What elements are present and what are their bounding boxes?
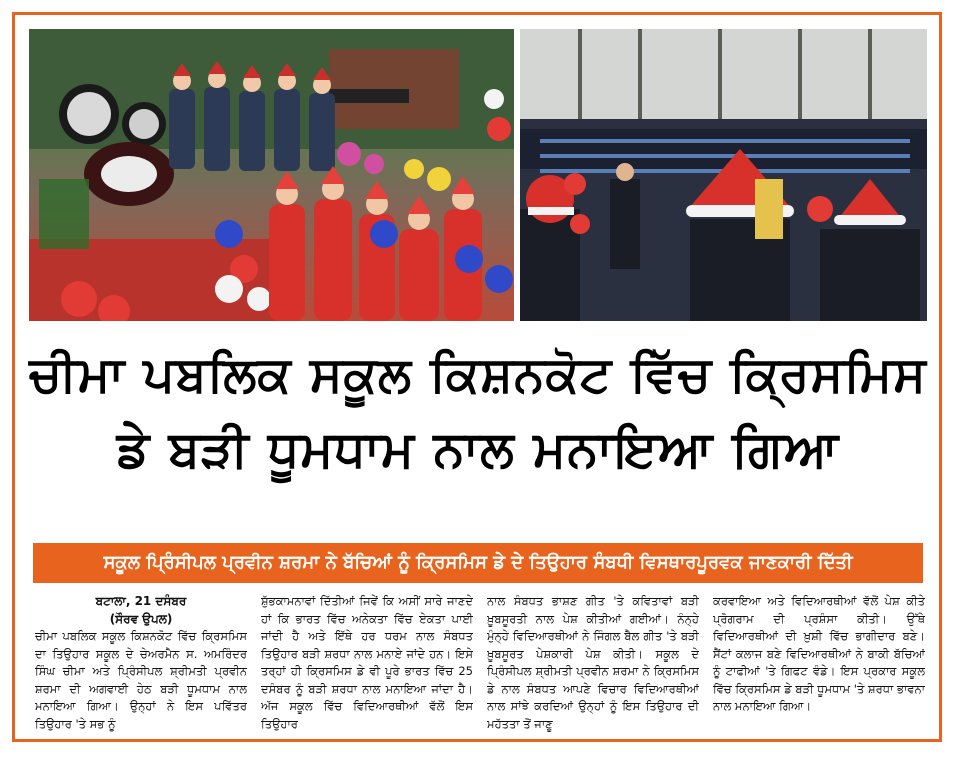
article-text-col-4: ਕਰਵਾਇਆ ਅਤੇ ਵਿਦਿਆਰਥੀਆਂ ਵੱਲੋਂ ਪੇਸ਼ ਕੀਤੇ ਪ੍ਰੋਗਰਾਮ ਦੀ ਪ੍ਰਸ਼ੰਸਾ ਕੀਤੀ। ਉੱਥੇ ਵਿਦਿਆਰਥੀਆਂ ਦੀ ਖ਼ੁਸ਼ੀ ਵਿੱਚ ਭਾਗੀਦਾਰ ਬਣੇ। ਸੈਂਟਾਂ ਕਲਾਜ ਬਣੇ ਵਿਦਿਆਰਥੀਆਂ ਨੇ ਬਾਕੀ ਬੱਚਿਆਂ ਨੂੰ ਟਾਫੀਆਂ 'ਤੇ ਗਿਫਟ ਵੰਡੇ। ਇਸ ਪ੍ਰਕਾਰ ਸਕੂਲ ਵਿੱਚ ਕ੍ਰਿਸਮਿਸ ਡੇ ਬੜੀ ਧੂਮਧਾਮ 'ਤੇ ਸ਼ਰਧਾ ਭਾਵਨਾ ਨਾਲ ਮਨਾਇਆ ਗਿਆ। xyxy=(713,594,925,713)
photo-school-assembly xyxy=(520,29,927,321)
article-body xyxy=(35,593,925,738)
article-text-col-3: ਨਾਲ ਸੰਬਧਤ ਭਾਸ਼ਣ ਗੀਤ 'ਤੇ ਕਵਿਤਾਵਾਂ ਬੜੀ ਖ਼ੂਬਸੂਰਤੀ ਨਾਲ ਪੇਸ਼ ਕੀਤੀਆਂ ਗਈਆਂ। ਨੰਨ੍ਹੇ ਮੁੰਨ੍ਹੇ ਵਿਦਿਆਰਥੀਆਂ ਨੇ ਜਿੰਗਲ ਬੈਲ ਗੀਤ 'ਤੇ ਬੜੀ ਖ਼ੂਬਸੂਰਤ ਪੇਸ਼ਕਾਰੀ ਪੇਸ਼ ਕੀਤੀ। ਸਕੂਲ ਦੇ ਪ੍ਰਿੰਸੀਪਲ ਸ਼੍ਰੀਮਤੀ ਪ੍ਰਵੀਨ ਸ਼ਰਮਾ ਨੇ ਕ੍ਰਿਸਮਿਸ ਡੇ ਨਾਲ ਸੰਬਧਤ ਆਪਣੇ ਵਿਚਾਰ ਵਿਦਿਆਰਥੀਆਂ ਨਾਲ ਸਾਂਝੇ ਕਰਦਿਆਂ ਉਨ੍ਹਾਂ ਨੂੰ ਇਸ ਤਿਉਹਾਰ ਦੀ ਮਹੱਤਤਾ ਤੋਂ ਜਾਣੂ xyxy=(487,594,699,731)
photo-strip xyxy=(29,29,927,321)
article-column-4 xyxy=(713,593,925,738)
subheadline-banner: ਸਕੂਲ ਪ੍ਰਿੰਸੀਪਲ ਪ੍ਰਵੀਨ ਸ਼ਰਮਾ ਨੇ ਬੱਚਿਆਂ ਨੂੰ ਕ੍ਰਿਸਮਿਸ ਡੇ ਦੇ ਤਿਉਹਾਰ ਸੰਬਧੀ ਵਿਸਥਾਰਪੂਰਵਕ ਜਾਣਕਾਰੀ ਦਿੱਤੀ xyxy=(33,543,923,583)
dateline: ਬਟਾਲਾ, 21 ਦਸੰਬਰ xyxy=(95,594,187,608)
article-column-2 xyxy=(261,593,473,738)
newspaper-clipping xyxy=(12,12,942,742)
article-text-col-1: ਚੀਮਾ ਪਬਲਿਕ ਸਕੂਲ ਕਿਸ਼ਨਕੋਟ ਵਿੱਚ ਕ੍ਰਿਸਮਿਸ ਦਾ ਤਿਉਹਾਰ ਸਕੂਲ ਦੇ ਚੇਅਰਮੈਨ ਸ. ਅਮਰਿੰਦਰ ਸਿੰਘ ਚੀਮਾ ਅਤੇ ਪ੍ਰਿੰਸੀਪਲ ਸ਼੍ਰੀਮਤੀ ਪ੍ਰਵੀਨ ਸ਼ਰਮਾ ਦੀ ਅਗਵਾਈ ਹੇਠ ਬੜੀ ਧੂਮਧਾਮ ਨਾਲ ਮਨਾਇਆ ਗਿਆ। ਉਨ੍ਹਾਂ ਨੇ ਇਸ ਪਵਿੱਤਰ ਤਿਉਹਾਰ 'ਤੇ ਸਭ ਨੂੰ xyxy=(35,629,247,731)
article-column-3 xyxy=(487,593,699,738)
stage-photo-illustration xyxy=(29,29,514,321)
photo-stage-performance xyxy=(29,29,514,321)
assembly-photo-illustration xyxy=(520,29,927,321)
headline-line-2: ਡੇ ਬੜੀ ਧੂਮਧਾਮ ਨਾਲ ਮਨਾਇਆ ਗਿਆ xyxy=(116,420,840,478)
byline: (ਸੌਰਵ ਉਪਲ) xyxy=(109,611,173,626)
article-column-1 xyxy=(35,593,247,738)
headline-line-1: ਚੀਮਾ ਪਬਲਿਕ ਸਕੂਲ ਕਿਸ਼ਨਕੋਟ ਵਿੱਚ ਕ੍ਰਿਸਮਿਸ xyxy=(29,346,927,403)
article-text-col-2: ਸ਼ੁੱਭਕਾਮਨਾਵਾਂ ਦਿੱਤੀਆਂ ਜਿਵੇਂ ਕਿ ਅਸੀਂ ਸਾਰੇ ਜਾਣਦੇ ਹਾਂ ਕਿ ਭਾਰਤ ਵਿੱਚ ਅਨੇਕਤਾ ਵਿੱਚ ਏਕਤਾ ਪਾਈ ਜਾਂਦੀ ਹੈ ਅਤੇ ਇੱਥੇ ਹਰ ਧਰਮ ਨਾਲ ਸੰਬਧਤ ਤਿਉਹਾਰ ਬੜੀ ਸ਼ਰਧਾ ਨਾਲ ਮਨਾਏ ਜਾਂਦੇ ਹਨ। ਇਸੇ ਤਰ੍ਹਾਂ ਹੀ ਕ੍ਰਿਸਮਿਸ ਡੇ ਵੀ ਪੂਰੇ ਭਾਰਤ ਵਿੱਚ 25 ਦਸੰਬਰ ਨੂੰ ਬੜੀ ਸ਼ਰਧਾ ਨਾਲ ਮਨਾਇਆ ਜਾਂਦਾ ਹੈ। ਅੱਜ ਸਕੂਲ ਵਿੱਚ ਵਿਦਿਆਰਥੀਆਂ ਵੱਲੋਂ ਇਸ ਤਿਉਹਾਰ xyxy=(261,594,473,731)
